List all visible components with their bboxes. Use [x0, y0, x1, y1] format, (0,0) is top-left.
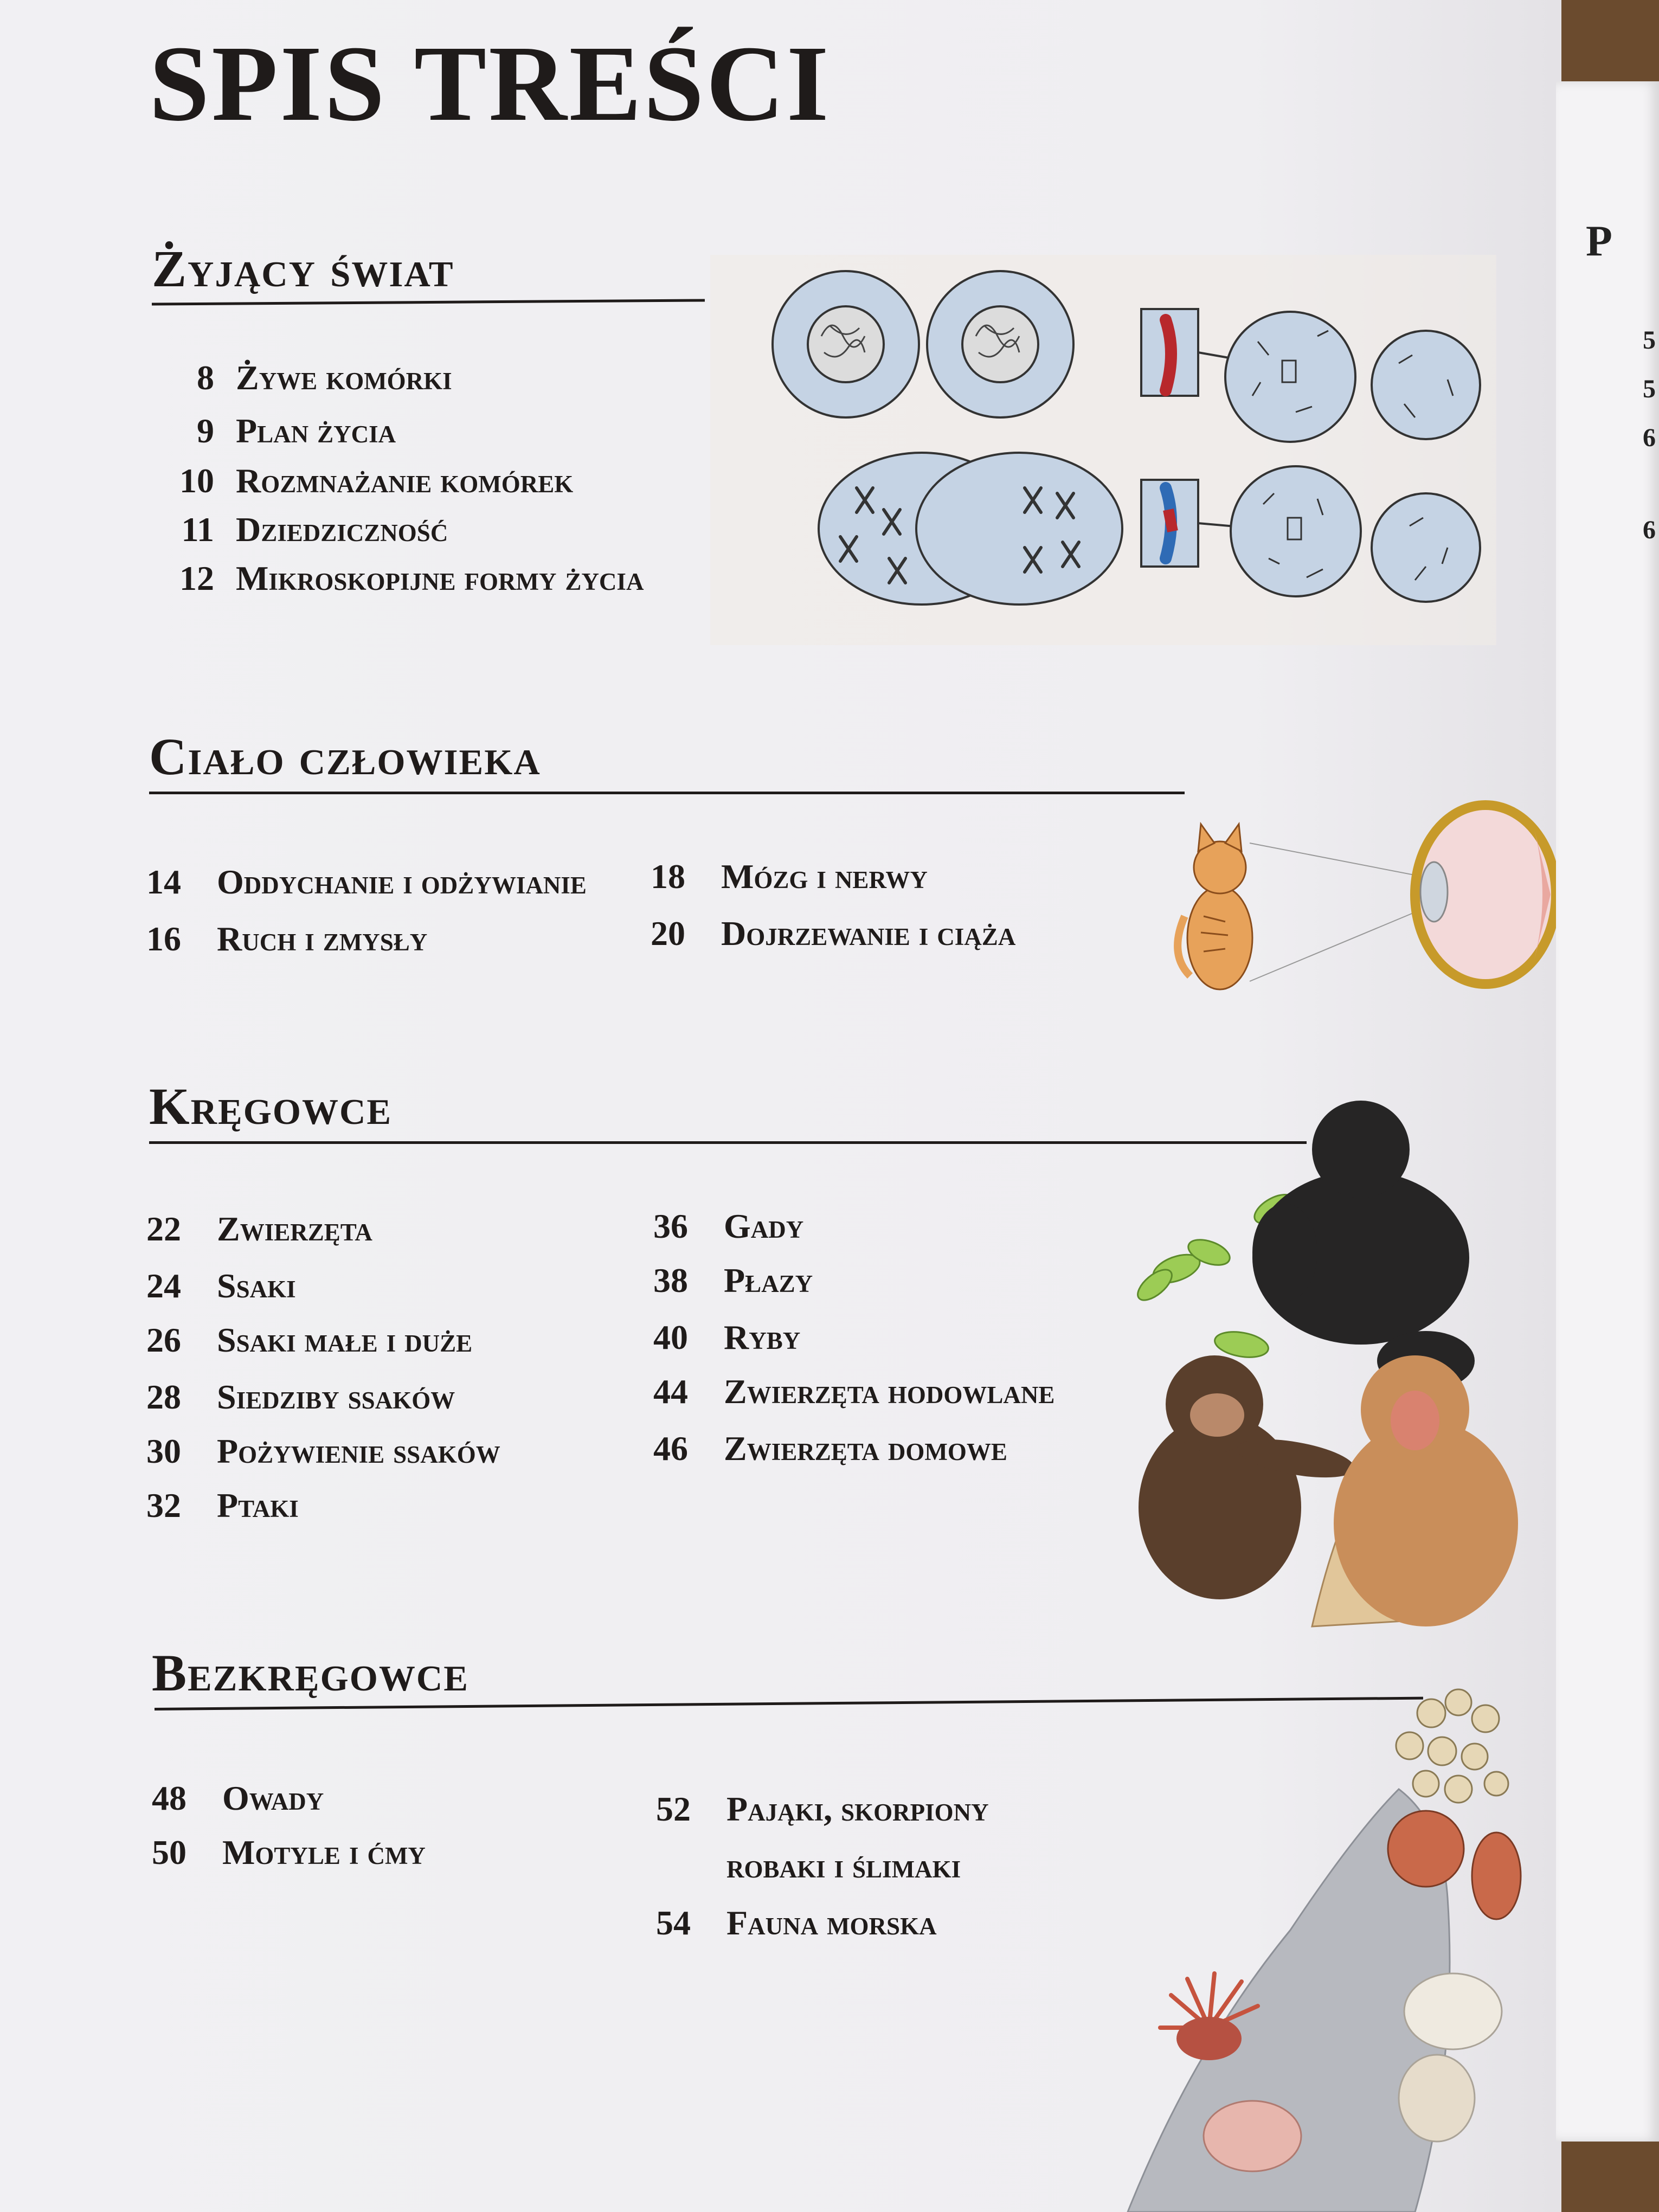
toc-entry[interactable]: 20 Dojrzewanie i ciąża: [651, 914, 1016, 953]
section-rule: [152, 299, 705, 305]
toc-entry[interactable]: 10 Rozmnażanie komórek: [179, 461, 574, 500]
next-page-fragment: 5: [1643, 326, 1656, 355]
toc-entry[interactable]: 11 Dziedziczność: [181, 510, 448, 549]
toc-entry[interactable]: 14 Oddychanie i odżywianie: [146, 863, 587, 901]
toc-entry[interactable]: 36 Gady: [653, 1207, 804, 1245]
section-title-bezkregowce: Bezkręgowce: [152, 1644, 469, 1702]
toc-entry[interactable]: 18 Mózg i nerwy: [651, 857, 928, 896]
toc-entry[interactable]: 40 Ryby: [653, 1318, 801, 1356]
coral-reef-illustration: [1106, 1648, 1551, 2212]
next-page-edge: [1556, 81, 1659, 2142]
section-title-zyjacy-swiat: Żyjący świat: [152, 240, 454, 298]
cat-eye-illustration: [1160, 797, 1561, 992]
next-page-fragment: 5: [1643, 375, 1656, 403]
page-title: SPIS TREŚCI: [149, 24, 831, 144]
toc-entry[interactable]: 54 Fauna morska: [656, 1904, 937, 1942]
toc-entry[interactable]: 30 Pożywienie ssaków: [146, 1432, 500, 1470]
next-page-fragment: 6: [1643, 516, 1656, 544]
toc-entry[interactable]: 46 Zwierzęta domowe: [653, 1429, 1007, 1468]
toc-entry[interactable]: 12 Mikroskopijne formy życia: [179, 559, 644, 597]
toc-entry[interactable]: 22 Zwierzęta: [146, 1210, 372, 1248]
primates-illustration: [1122, 1090, 1534, 1648]
next-page-fragment: P: [1586, 217, 1612, 265]
toc-entry[interactable]: 52 Pająki, skorpiony: [656, 1790, 989, 1828]
toc-entry[interactable]: 48 Owady: [152, 1779, 324, 1817]
toc-entry[interactable]: 8 Żywe komórki: [197, 358, 452, 397]
section-rule: [149, 792, 1185, 794]
toc-entry[interactable]: 16 Ruch i zmysły: [146, 919, 428, 958]
toc-entry[interactable]: robaki i ślimaki: [726, 1847, 961, 1885]
section-title-kregowce: Kręgowce: [149, 1077, 393, 1135]
toc-entry[interactable]: 24 Ssaki: [146, 1266, 296, 1305]
toc-entry[interactable]: 44 Zwierzęta hodowlane: [653, 1372, 1055, 1411]
cell-division-illustration: [710, 255, 1496, 645]
next-page-fragment: 6: [1643, 423, 1656, 452]
toc-entry[interactable]: 26 Ssaki małe i duże: [146, 1321, 473, 1359]
section-title-cialo-czlowieka: Ciało człowieka: [149, 728, 541, 786]
toc-entry[interactable]: 9 Plan życia: [197, 411, 396, 450]
toc-entry[interactable]: 28 Siedziby ssaków: [146, 1378, 455, 1416]
toc-entry[interactable]: 50 Motyle i ćmy: [152, 1833, 426, 1872]
toc-entry[interactable]: 38 Płazy: [653, 1261, 813, 1300]
toc-entry[interactable]: 32 Ptaki: [146, 1486, 299, 1525]
